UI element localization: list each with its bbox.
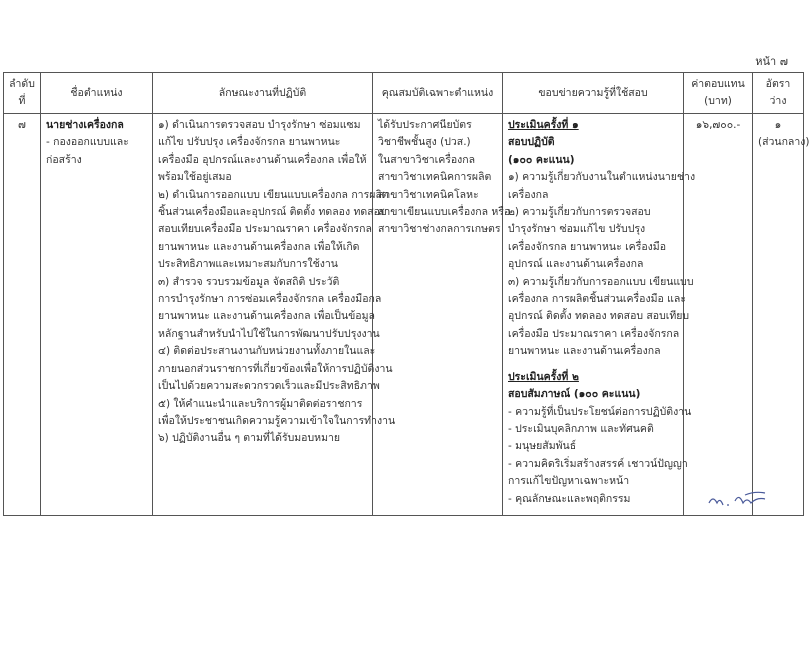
exam2-type: สอบสัมภาษณ์ (๑๐๐ คะแนน) xyxy=(508,388,641,401)
position-table xyxy=(3,72,810,516)
exam1-type: สอบปฏิบัติ xyxy=(508,136,555,149)
exam1-item: ๑) ความรู้เกี่ยวกับงานในตำแหน่งนายช่าง xyxy=(508,171,696,184)
duty-line: ๕) ให้คำแนะนำและบริการผู้มาติดต่อราชการ xyxy=(158,397,363,410)
exam2-item: - ความคิดริเริ่มสร้างสรรค์ เชาวน์ปัญญา xyxy=(508,457,688,470)
qualification-line: สาขาวิชาเทคนิคโลหะ xyxy=(378,188,479,201)
duty-line: หลักฐานสำหรับนำไปใช้ในการพัฒนาปรับปรุงงาน xyxy=(158,327,380,340)
duty-line: เพื่อให้ประชาชนเกิดความรู้ความเข้าใจในการทำงาน xyxy=(158,414,396,427)
header-vacancies: อัตราว่าง xyxy=(753,73,804,114)
exam1-item: อุปกรณ์ และงานด้านเครื่องกล xyxy=(508,258,644,271)
exam2-item: - ประเมินบุคลิกภาพ และทัศนคติ xyxy=(508,422,654,435)
exam1-item: เครื่องกล การผลิตชิ้นส่วนเครื่องมือ และ xyxy=(508,293,686,306)
exam1-title: ประเมินครั้งที่ ๑ xyxy=(508,119,579,131)
duty-line: เป็นไปด้วยความสะดวกรวดเร็วและมีประสิทธิภาพ xyxy=(158,380,380,393)
qualification-line: สาขาวิชาเทคนิคการผลิต xyxy=(378,171,492,184)
duty-line: ๒) ดำเนินการออกแบบ เขียนแบบเครื่องกล การผลิต xyxy=(158,188,389,201)
exam1-item: อุปกรณ์ ติดตั้ง ทดลอง ทดสอบ สอบเทียบ xyxy=(508,310,690,323)
exam2-item: - ความรู้ที่เป็นประโยชน์ต่อการปฏิบัติงาน xyxy=(508,405,692,418)
vacancy-cell xyxy=(753,114,810,516)
signature-initials xyxy=(705,487,785,511)
position-cell xyxy=(41,114,153,516)
duty-line: ๓) สำรวจ รวบรวมข้อมูล จัดสถิติ ประวัติ xyxy=(158,275,340,288)
duty-line: การบำรุงรักษา การซ่อมเครื่องจักรกล เครื่องมือกล xyxy=(158,293,382,306)
position-unit-line: ก่อสร้าง xyxy=(46,153,82,166)
position-unit xyxy=(46,134,147,169)
duty-line: ชิ้นส่วนเครื่องมือและอุปกรณ์ ติดตั้ง ทดลอง ทดสอบ xyxy=(158,206,387,219)
table-header-row xyxy=(4,73,804,114)
duty-line: พร้อมใช้อยู่เสมอ xyxy=(158,171,232,184)
exam1-item: เครื่องกล xyxy=(508,188,549,201)
duty-line: ๔) ติดต่อประสานงานกับหน่วยงานทั้งภายในและ xyxy=(158,345,376,358)
header-no: ลำดับที่ xyxy=(4,73,41,114)
exam2-item: - คุณลักษณะและพฤติกรรม xyxy=(508,492,631,505)
exam2-item: - มนุษยสัมพันธ์ xyxy=(508,440,577,453)
duty-line: ยานพาหนะ และงานด้านเครื่องกล เพื่อเป็นข้อมูล xyxy=(158,310,375,323)
duty-line: ยานพาหนะ และงานด้านเครื่องกล เพื่อให้เกิด xyxy=(158,240,360,253)
exam1-item: เครื่องมือ ประมาณราคา เครื่องจักรกล xyxy=(508,327,680,340)
exam1-item: ๓) ความรู้เกี่ยวกับการออกแบบ เขียนแบบ xyxy=(508,275,694,288)
exam1-score: (๑๐๐ คะแนน) xyxy=(508,153,575,166)
qualification-line: สาขาวิชาช่างกลการเกษตร xyxy=(378,223,501,236)
exam-scope-cell xyxy=(503,114,696,516)
header-duties: ลักษณะงานที่ปฏิบัติ xyxy=(153,73,373,114)
exam1-item: เครื่องจักรกล ยานพาหนะ เครื่องมือ xyxy=(508,240,666,253)
duties-cell xyxy=(153,114,396,516)
qualification-line: ได้รับประกาศนียบัตร xyxy=(378,119,472,131)
duty-line: ๖) ปฏิบัติงานอื่น ๆ ตามที่ได้รับมอบหมาย xyxy=(158,432,341,445)
qualifications-cell xyxy=(373,114,511,516)
vacancy-count: ๑ xyxy=(774,119,782,131)
row-number: ๗ xyxy=(4,114,41,516)
qualification-line: วิชาชีพชั้นสูง (ปวส.) xyxy=(378,136,471,149)
exam1-item: บำรุงรักษา ซ่อมแก้ไข ปรับปรุง xyxy=(508,223,646,236)
duty-line: แก้ไข ปรับปรุง เครื่องจักรกล ยานพาหนะ xyxy=(158,136,341,149)
header-exam-scope: ขอบข่ายความรู้ที่ใช้สอบ xyxy=(503,73,684,114)
duty-line: ๑) ดำเนินการตรวจสอบ บำรุงรักษา ซ่อมแซม xyxy=(158,119,361,131)
salary: ๑๖,๗๐๐.- xyxy=(684,114,753,516)
vacancy-note: (ส่วนกลาง) xyxy=(758,136,810,149)
exam1-item: ยานพาหนะ และงานด้านเครื่องกล xyxy=(508,345,661,358)
exam2-title: ประเมินครั้งที่ ๒ xyxy=(508,370,579,383)
exam2-item: การแก้ไขปัญหาเฉพาะหน้า xyxy=(508,475,630,488)
duty-line: ประสิทธิภาพและเหมาะสมกับการใช้งาน xyxy=(158,258,338,271)
duty-line: สอบเทียบเครื่องมือ ประมาณราคา เครื่องจักรกล xyxy=(158,223,372,236)
duty-line: เครื่องมือ อุปกรณ์และงานด้านเครื่องกล เพื่อให้ xyxy=(158,153,367,166)
header-qualifications: คุณสมบัติเฉพาะตำแหน่ง xyxy=(373,73,503,114)
position-unit-line: - กองออกแบบและ xyxy=(46,136,129,149)
duty-line: ภายนอกส่วนราชการที่เกี่ยวข้องเพื่อให้การปฏิบัติงาน xyxy=(158,362,393,375)
qualification-line: ในสาขาวิชาเครื่องกล xyxy=(378,153,476,166)
header-position: ชื่อตำแหน่ง xyxy=(41,73,153,114)
position-title: นายช่างเครื่องกล xyxy=(46,119,124,131)
header-salary: ค่าตอบแทน (บาท) xyxy=(684,73,753,114)
qualification-line: สาขาเขียนแบบเครื่องกล หรือ xyxy=(378,206,511,219)
table-row xyxy=(4,114,804,516)
exam1-item: ๒) ความรู้เกี่ยวกับการตรวจสอบ xyxy=(508,206,651,219)
page-number: หน้า ๗ xyxy=(755,55,788,68)
